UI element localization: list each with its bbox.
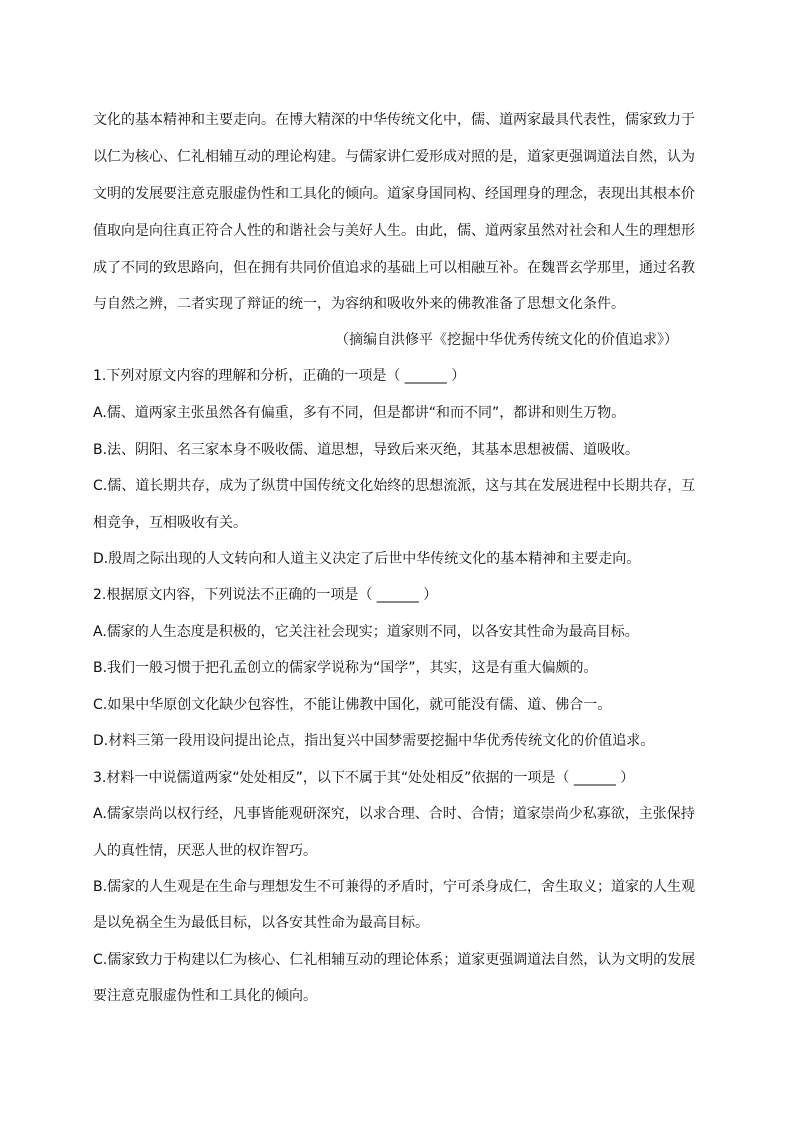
passage-line: 文明的发展要注意克服虚伪性和工具化的倾向。道家身国同构、经国理身的理念，表现出其根本价: [93, 186, 695, 202]
option-a-continued: 人的真性情，厌恶人世的权诈智巧。: [93, 843, 317, 859]
option-c-continued: 相竞争，互相吸收有关。: [93, 515, 247, 531]
passage-line: 与自然之辨，二者实现了辩证的统一，为容纳和吸收外来的佛教准备了思想文化条件。: [93, 296, 625, 312]
option-d: D.材料三第一段用设问提出论点，指出复兴中国梦需要挖掘中华优秀传统文化的价值追求。: [93, 733, 655, 749]
passage-source: （摘编自洪修平《挖掘中华优秀传统文化的价值追求》）: [335, 332, 678, 348]
option-c-continued: 要注意克服虚伪性和工具化的倾向。: [93, 988, 317, 1004]
passage-line: 成了不同的致思路向，但在拥有共同价值追求的基础上可以相融互补。在魏晋玄学那里，通过名教: [93, 260, 695, 276]
option-a: A.儒家的人生态度是积极的，它关注社会现实；道家则不同，以各安其性命为最高目标。: [93, 624, 639, 640]
option-b: B.我们一般习惯于把孔孟创立的儒家学说称为“国学”，其实，这是有重大偏颇的。: [93, 660, 598, 676]
option-d: D.殷周之际出现的人文转向和人道主义决定了后世中华传统文化的基本精神和主要走向。: [93, 551, 641, 567]
option-b: B.儒家的人生观是在生命与理想发生不可兼得的矛盾时，宁可杀身成仁，舍生取义；道家的人生观: [93, 879, 696, 895]
passage-line: 值取向是向往真正符合人性的和谐社会与美好人生。由此，儒、道两家虽然对社会和人生的理想形: [93, 223, 695, 239]
option-c: C.儒、道长期共存，成为了纵贯中国传统文化始终的思想流派，这与其在发展进程中长期共存，互: [93, 478, 696, 494]
option-b-continued: 是以免祸全生为最低目标，以各安其性命为最高目标。: [93, 915, 429, 931]
option-a: A.儒家崇尚以权行经，凡事皆能观研深究，以求合理、合时、合情；道家崇尚少私寡欲，主张保持: [93, 806, 695, 822]
question-stem: 2.根据原文内容，下列说法不正确的一项是（ ______ ）: [93, 587, 438, 603]
question-stem: 3.材料一中说儒道两家“处处相反”，以下不属于其“处处相反”依据的一项是（ ______ ）: [93, 770, 635, 786]
option-c: C.如果中华原创文化缺少包容性，不能让佛教中国化，就可能没有儒、道、佛合一。: [93, 697, 612, 713]
option-c: C.儒家致力于构建以仁为核心、仁礼相辅互动的理论体系；道家更强调道法自然，认为文明的发展: [93, 952, 696, 968]
option-b: B.法、阴阳、名三家本身不吸收儒、道思想，导致后来灭绝，其基本思想被儒、道吸收。: [93, 442, 640, 458]
question-stem: 1.下列对原文内容的理解和分析，正确的一项是（ ______ ）: [93, 368, 466, 384]
passage-line: 以仁为核心、仁礼相辅互动的理论构建。与儒家讲仁爱形成对照的是，道家更强调道法自然，认为: [93, 149, 695, 165]
option-a: A.儒、道两家主张虽然各有偏重，多有不同，但是都讲“和而不同”，都讲和则生万物。: [93, 405, 626, 421]
passage-line: 文化的基本精神和主要走向。在博大精深的中华传统文化中，儒、道两家最具代表性，儒家致力于: [93, 112, 695, 128]
